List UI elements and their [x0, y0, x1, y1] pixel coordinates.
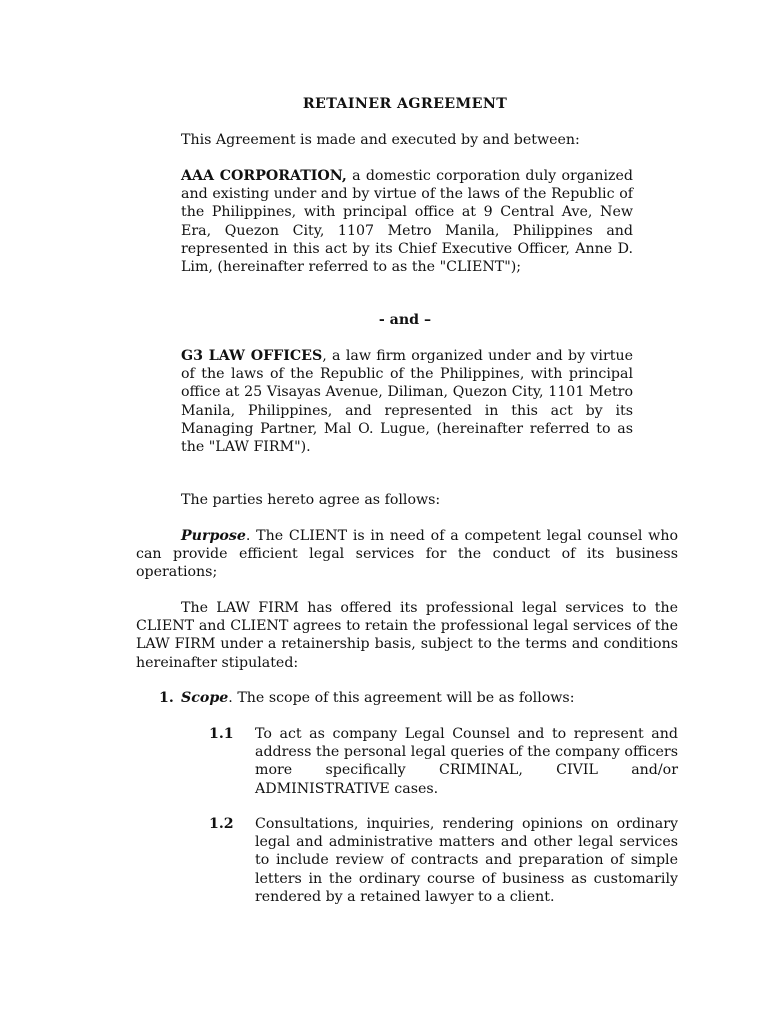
party1-paragraph [181, 167, 633, 276]
purpose-text: . The CLIENT is in need of a competent legal counsel who can provide efficient legal services for the conduct of its business operations; [136, 528, 678, 581]
party1-name: AAA CORPORATION, [181, 168, 347, 184]
party2-paragraph [181, 347, 633, 456]
item-1-1-number: 1.1 [209, 726, 234, 742]
purpose-label: Purpose [181, 528, 246, 544]
party1-text: a domestic corporation duly organized and existing under and by virtue of the laws of the Republic of the Philippines, with principal office at 9 Central Ave, New Era, Quezon City, 1107 Metro Manila, Philippines and represented in this act by its Chief Executive Officer, Anne D. Lim, (hereinafter referred to as the "CLIENT"); [181, 168, 633, 276]
and-separator: - and – [378, 312, 432, 328]
scope-label: Scope [181, 690, 229, 706]
document-title: RETAINER AGREEMENT [302, 96, 508, 112]
party2-text: , a law firm organized under and by virtue of the laws of the Republic of the Philippines, with principal office at 25 Visayas Avenue, Diliman, Quezon City, 1101 Metro Manila, Philippines, and represented in this act by its Managing Partner, Mal O. Lugue, (hereinafter referred to as the "LAW FIRM"). [181, 348, 633, 456]
scope-paragraph [181, 689, 678, 707]
scope-text: . The scope of this agreement will be as follows: [228, 690, 575, 706]
offer-paragraph: The LAW FIRM has offered its professional legal services to the CLIENT and CLIENT agrees to retain the professional legal services of the LAW FIRM under a retainership basis, subject to the terms and conditions hereinafter stipulated: [136, 600, 678, 671]
scope-number: 1. [159, 690, 174, 706]
party2-name: G3 LAW OFFICES [181, 348, 323, 364]
item-1-2-number: 1.2 [209, 816, 234, 832]
agree-paragraph: The parties hereto agree as follows: [181, 492, 441, 508]
purpose-paragraph [136, 527, 678, 582]
item-1-1-text: To act as company Legal Counsel and to represent and address the personal legal queries of the company officers more specifically CRIMINAL, CIVIL and/or ADMINISTRATIVE cases. [255, 726, 678, 797]
intro-paragraph: This Agreement is made and executed by and between: [181, 132, 580, 148]
item-1-2-text: Consultations, inquiries, rendering opinions on ordinary legal and administrative matters and other legal services to include review of contracts and preparation of simple letters in the ordinary course of business as customarily rendered by a retained lawyer to a client. [255, 816, 678, 905]
